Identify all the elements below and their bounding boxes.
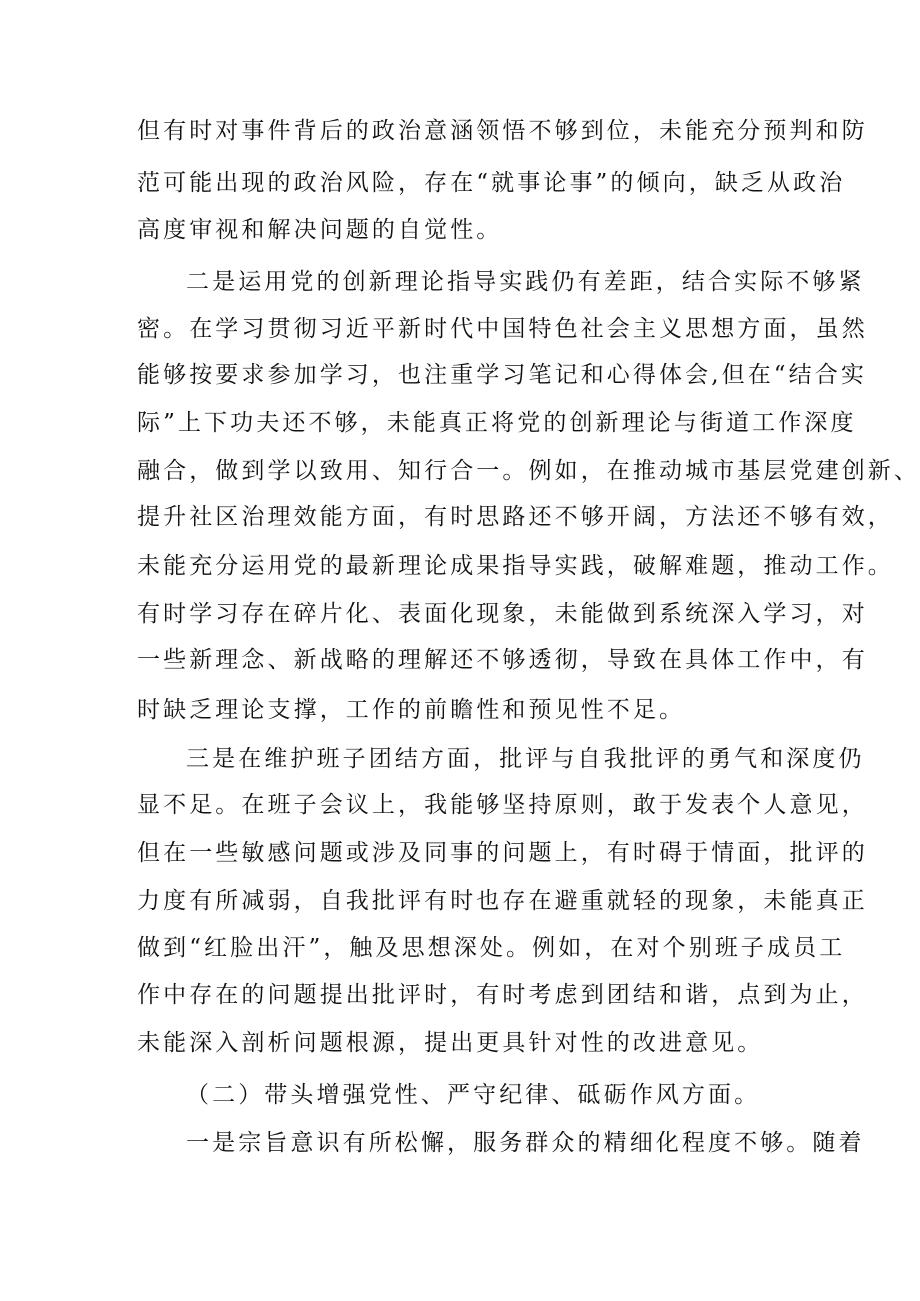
paragraph-start-line: 三是在维护班子团结方面，批评与自我批评的勇气和深度仍 <box>186 746 865 772</box>
text-line: 范可能出现的政治风险，存在“就事论事”的倾向，缺乏从政治 <box>137 170 846 196</box>
paragraph-start-line: 二是运用党的创新理论指导实践仍有差距，结合实际不够紧 <box>186 269 865 295</box>
text-line: 未能深入剖析问题根源，提出更具针对性的改进意见。 <box>137 1030 764 1056</box>
text-line: 未能充分运用党的最新理论成果指导实践，破解难题，推动工作。 <box>137 553 894 579</box>
text-line: 际”上下功夫还不够，未能真正将党的创新理论与街道工作深度 <box>137 410 857 436</box>
text-line: 有时学习存在碎片化、表面化现象，未能做到系统深入学习，对 <box>137 601 868 627</box>
text-line: 时缺乏理论支撑，工作的前瞻性和预见性不足。 <box>137 697 686 723</box>
text-line: 显不足。在班子会议上，我能够坚持原则，敢于发表个人意见， <box>137 792 868 818</box>
text-line: 提升社区治理效能方面，有时思路还不够开阔，方法还不够有效， <box>137 504 894 530</box>
text-line: 融合，做到学以致用、知行合一。例如，在推动城市基层党建创新、 <box>137 458 920 484</box>
text-line: 作中存在的问题提出批评时，有时考虑到团结和谐，点到为止， <box>137 982 868 1008</box>
paragraph-start-line: 一是宗旨意识有所松懈，服务群众的精细化程度不够。随着 <box>186 1130 865 1156</box>
text-line: 力度有所减弱，自我批评有时也存在避重就轻的现象，未能真正 <box>137 888 868 914</box>
text-line: 做到“红脸出汗”，触及思想深处。例如，在对个别班子成员工 <box>137 935 846 961</box>
text-line: 密。在学习贯彻习近平新时代中国特色社会主义思想方面，虽然 <box>137 316 868 342</box>
text-line: 高度审视和解决问题的自觉性。 <box>137 217 503 243</box>
text-line: 但有时对事件背后的政治意涵领悟不够到位，未能充分预判和防 <box>137 118 868 144</box>
text-line: 一些新理念、新战略的理解还不够透彻，导致在具体工作中，有 <box>137 647 868 673</box>
text-line: 能够按要求参加学习，也注重学习笔记和心得体会,但在“结合实 <box>137 362 867 388</box>
text-line: 但在一些敏感问题或涉及同事的问题上，有时碍于情面，批评的 <box>137 840 868 866</box>
section-heading: （二）带头增强党性、严守纪律、砥砺作风方面。 <box>186 1082 761 1108</box>
